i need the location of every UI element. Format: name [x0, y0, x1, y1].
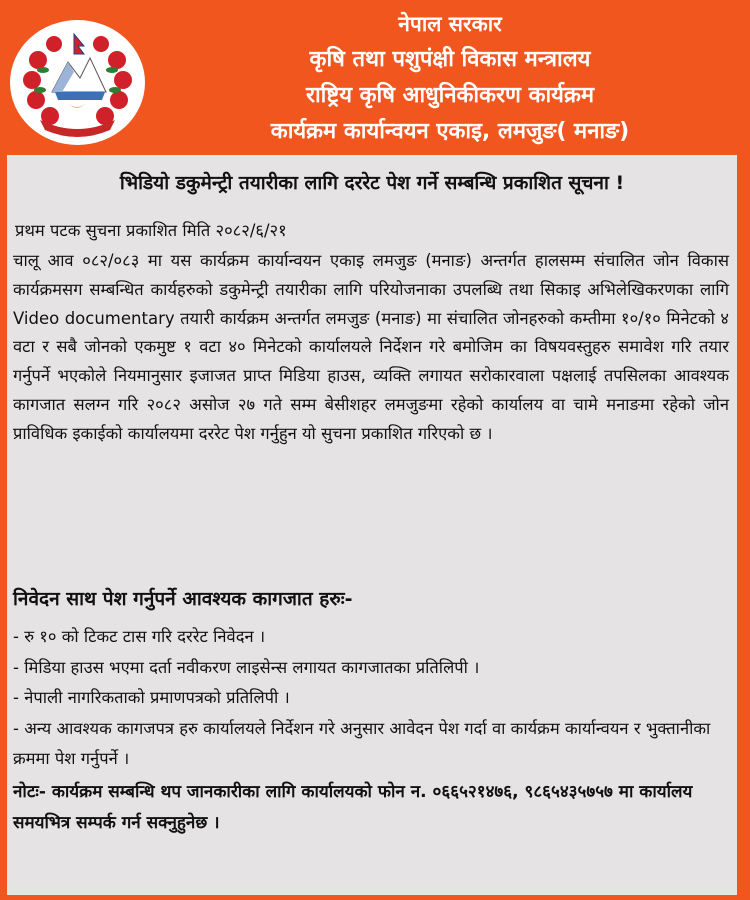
required-documents-heading: निवेदन साथ पेश गर्नुपर्ने आवश्यक कागजात हरुः-: [13, 588, 353, 610]
required-documents-list: [13, 622, 729, 775]
list-item: - नेपाली नागरिकताको प्रमाणपत्रको प्रतिलिपी ।: [13, 688, 290, 707]
list-item: - रु १० को टिकट टास गरि दररेट निवेदन ।: [13, 627, 266, 646]
header-banner: [0, 0, 750, 155]
unit-name: कार्यक्रम कार्यान्वयन एकाइ, लमजुङ( मनाङ): [270, 119, 630, 144]
government-name: नेपाल सरकार: [398, 12, 502, 36]
header-title-block: [150, 6, 750, 150]
nepal-emblem-icon: [10, 20, 145, 145]
ministry-name: कृषि तथा पशुपंक्षी विकास मन्त्रालय: [309, 47, 591, 72]
contact-note: नोटः- कार्यक्रम सम्बन्धि थप जानकारीका लागि कार्यालयको फोन न. ०६६५२१४७६, ९८६५४३५७५७ मा कार्यालय समयभित्र सम्पर्क गर्न सक्नुहुनेछ ।: [13, 782, 693, 833]
notice-body: चालू आव ०८२/०८३ मा यस कार्यक्रम कार्यान्वयन एकाइ लमजुङ (मनाङ) अन्तर्गत हालसम्म संचालित जोन विकास कार्यक्रमसग सम्बन्धित कार्यहरुको डकुमेन्ट्री तयारीका लागि परियोजनाका उपलब्धि तथा सिकाइ अभिलेखिकरणका लागि Video documentary तयारी कार्यक्रम अन्तर्गत लमजुङ (मनाङ) मा संचालित जोनहरुको कम्तीमा १०/१० मिनेटको ४ वटा र सबै जोनको एकमुष्ट १ वटा ४० मिनेटको कार्यालयले निर्देशन गरे बमोजिम का विषयवस्तुहरु समावेश गरि तयार गर्नुपर्ने भएकोले नियमानुसार इजाजत प्राप्त मिडिया हाउस, व्यक्ति लगायत सरोकारवाला पक्षलाई तपसिलका आवश्यक कागजात सलग्न गरि २०८२ असोज २७ गते सम्म बेसीशहर लमजुङमा रहेको कार्यालय वा चामे मनाङमा रहेको जोन प्राविधिक इकाईको कार्यालयमा दररेट पेश गर्नुहुन यो सुचना प्रकाशित गरिएको छ ।: [13, 251, 729, 443]
list-item: - मिडिया हाउस भएमा दर्ता नवीकरण लाइसेन्स लगायत कागजातका प्रतिलिपी ।: [13, 657, 480, 677]
list-item: - अन्य आवश्यक कागजपत्र हरु कार्यालयले निर्देशन गरे अनुसार आवेदन पेश गर्दा वा कार्यक्रम कार्यान्वयन र भुक्तानीका क्रममा पेश गर्नुपर्ने ।: [13, 718, 711, 768]
program-name: राष्ट्रिय कृषि आधुनिकीकरण कार्यक्रम: [305, 83, 594, 108]
published-date: प्रथम पटक सुचना प्रकाशित मिति २०८२/६/२१: [15, 221, 287, 240]
notice-panel: [7, 155, 737, 895]
notice-title: भिडियो डकुमेन्ट्री तयारीका लागि दररेट पेश गर्ने सम्बन्धि प्रकाशित सूचना !: [119, 172, 625, 194]
